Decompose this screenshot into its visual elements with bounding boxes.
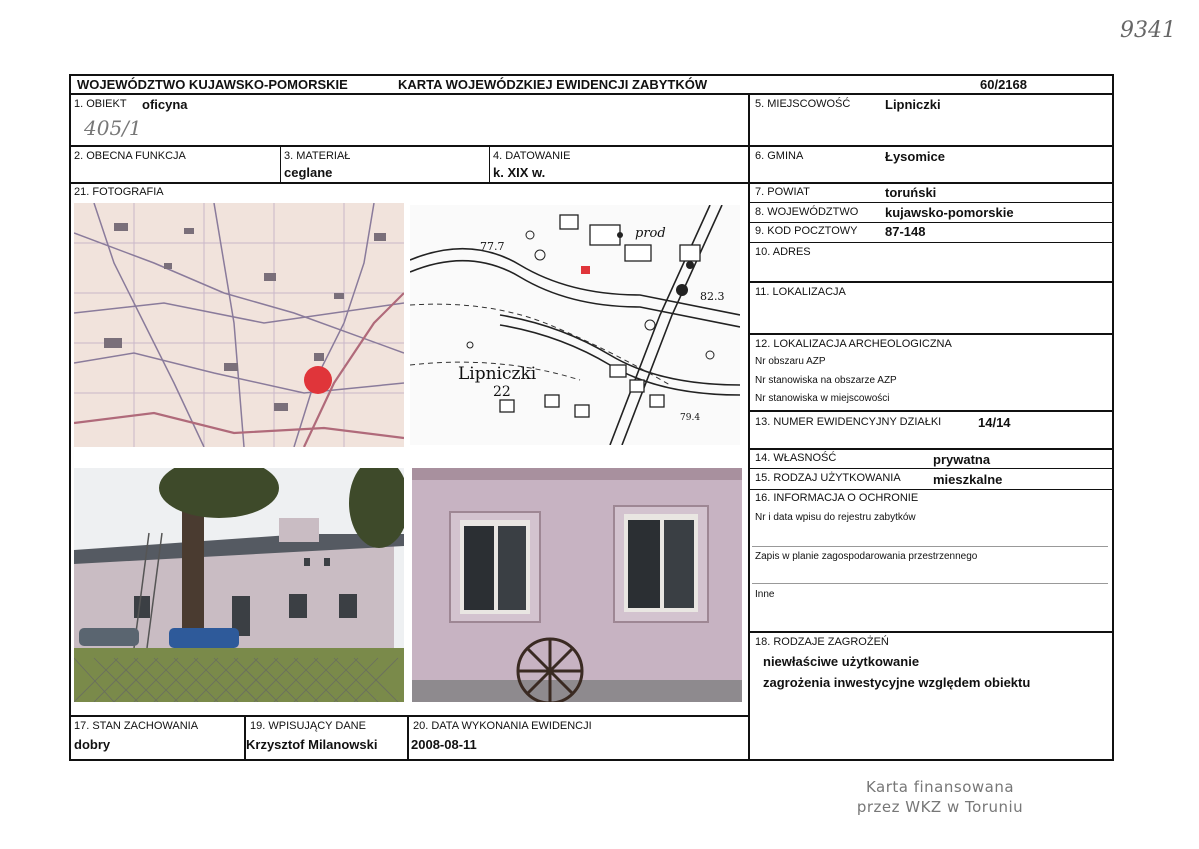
field-8-label: 8. WOJEWÓDZTWO [755, 206, 859, 218]
stamp-line-1: Karta finansowana [865, 778, 1015, 796]
field-18-label: 18. RODZAJE ZAGROŻEŃ [755, 636, 889, 648]
building-photo [74, 468, 404, 702]
detail-map-image [410, 205, 740, 445]
funding-stamp [840, 778, 1040, 816]
field-4-value: k. XIX w. [493, 165, 546, 180]
field-8-value: kujawsko-pomorskie [885, 205, 1014, 220]
header-title: KARTA WOJEWÓDZKIEJ EWIDENCJI ZABYTKÓW [398, 77, 708, 92]
field-6-label: 6. GMINA [755, 150, 804, 162]
field-1-value: oficyna [142, 97, 188, 112]
field-14-value: prywatna [933, 452, 991, 467]
field-20-label: 20. DATA WYKONANIA EWIDENCJI [413, 720, 592, 732]
field-5-label: 5. MIEJSCOWOŚĆ [755, 98, 851, 110]
field-12-line1: Nr obszaru AZP [755, 356, 826, 367]
field-16-line3: Inne [755, 589, 775, 600]
field-19-label: 19. WPISUJĄCY DANE [250, 720, 366, 732]
field-14-label: 14. WŁASNOŚĆ [755, 452, 837, 464]
field-13-value: 14/14 [978, 415, 1011, 430]
field-21-label: 21. FOTOGRAFIA [74, 186, 164, 198]
field-2-label: 2. OBECNA FUNKCJA [74, 150, 186, 162]
map-text-prod: prod [635, 226, 666, 241]
field-16-label: 16. INFORMACJA O OCHRONIE [755, 492, 919, 504]
field-4-label: 4. DATOWANIE [493, 150, 571, 162]
stamp-line-2: przez WKZ w Toruniu [856, 798, 1024, 816]
field-10-label: 10. ADRES [755, 246, 811, 258]
field-16-line1: Nr i data wpisu do rejestru zabytków [755, 512, 916, 523]
header-region: WOJEWÓDZTWO KUJAWSKO-POMORSKIE [77, 77, 348, 92]
field-3-label: 3. MATERIAŁ [284, 150, 351, 162]
facade-photo [412, 468, 742, 702]
field-12-line3: Nr stanowiska w miejscowości [755, 393, 890, 404]
map-house-number: 22 [493, 384, 511, 400]
field-18-value-1: niewłaściwe użytkowanie [763, 654, 920, 669]
field-6-value: Łysomice [885, 149, 945, 164]
field-9-value: 87-148 [885, 224, 926, 239]
field-12-label: 12. LOKALIZACJA ARCHEOLOGICZNA [755, 338, 952, 350]
field-1-handwritten: 405/1 [84, 116, 142, 140]
field-12-line2: Nr stanowiska na obszarze AZP [755, 375, 897, 386]
map-elevation-3: 79.4 [680, 413, 701, 423]
field-18-value-2: zagrożenia inwestycyjne względem obiektu [763, 675, 1031, 690]
regional-map-image [74, 203, 404, 447]
field-19-value: Krzysztof Milanowski [246, 737, 378, 752]
field-5-value: Lipniczki [885, 97, 941, 112]
card-number: 60/2168 [980, 77, 1027, 92]
field-7-label: 7. POWIAT [755, 186, 810, 198]
handwritten-page-number: 9341 [1120, 18, 1176, 43]
field-16-line2: Zapis w planie zagospodarowania przestrzennego [755, 551, 978, 562]
field-15-label: 15. RODZAJ UŻYTKOWANIA [755, 472, 901, 484]
field-11-label: 11. LOKALIZACJA [755, 286, 846, 298]
field-9-label: 9. KOD POCZTOWY [755, 225, 858, 237]
field-17-label: 17. STAN ZACHOWANIA [74, 720, 199, 732]
field-7-value: toruński [885, 185, 937, 200]
field-13-label: 13. NUMER EWIDENCYJNY DZIAŁKI [755, 416, 942, 428]
field-1-label: 1. OBIEKT [74, 98, 127, 110]
map-elevation-1: 77.7 [480, 240, 505, 253]
map-elevation-2: 82.3 [700, 290, 725, 303]
field-17-value: dobry [74, 737, 111, 752]
field-15-value: mieszkalne [933, 472, 1003, 487]
field-3-value: ceglane [284, 165, 333, 180]
map-place-label: Lipniczki [458, 364, 537, 384]
field-20-value: 2008-08-11 [411, 737, 477, 752]
